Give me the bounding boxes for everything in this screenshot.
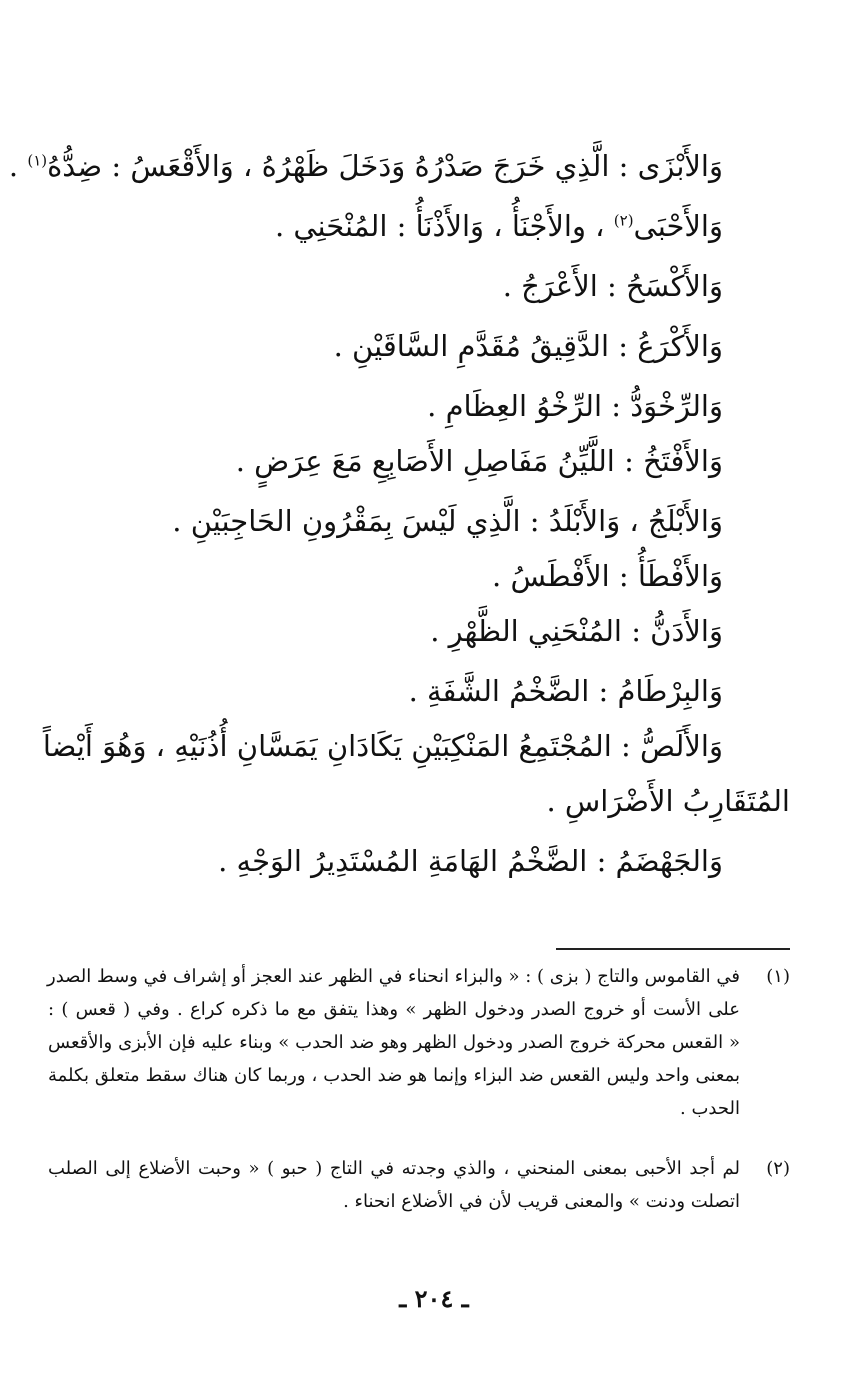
footnote-ref[interactable]: (١): [27, 151, 48, 170]
entry-text: وَالجَهْضَمُ : الضَّخْمُ الهَامَةِ المُسْتَدِيرُ الوَجْهِ .: [218, 844, 723, 878]
footnote-line: بمعنى واحد وليس القعس ضد البزاء وإنما هو ضد الحدب ، وربما كان هناك سقط متعلق بكلمة: [48, 1065, 740, 1086]
entry-alass-continued: [546, 781, 790, 821]
entry-ablaj: [172, 501, 723, 541]
entry-end: .: [8, 149, 28, 183]
entry-adann: [430, 611, 723, 651]
page-number: ـ ٢٠٤ ـ: [399, 1284, 469, 1313]
entry-text: وَالأَدَنُّ : المُنْحَنِي الظَّهْرِ .: [430, 614, 723, 648]
footnote-number: (١): [766, 966, 790, 987]
entry-text: وَالأَبْزَى : الَّذِي خَرَجَ صَدْرُهُ وَدَخَلَ ظَهْرُهُ ، وَالأَقْعَسُ : ضِدُّهُ: [47, 149, 723, 183]
entry-aftaa: [492, 556, 723, 596]
entry-text: وَالأَفْتَخُ : اللَّيِّنُ مَفَاصِلِ الأَصَابِعِ مَعَ عِرَضٍ .: [235, 444, 723, 478]
entry-birtam: [409, 671, 723, 711]
entry-text: وَالرِّخْوَدُّ : الرِّخْوُ العِظَامِ .: [427, 389, 723, 423]
footnote-body: [48, 1152, 740, 1218]
entry-text: المُتَقَارِبُ الأَضْرَاسِ .: [546, 784, 790, 818]
entry-abza: [9, 146, 723, 186]
footnote-ref[interactable]: (٢): [613, 211, 634, 230]
entry-aftakh: [236, 441, 723, 481]
entry-jahdam: [218, 841, 723, 881]
entry-rikhwadd: [427, 386, 723, 426]
entry-text: وَالأَكْسَحُ : الأَعْرَجُ .: [502, 269, 723, 303]
entry-text: وَالأَكْرَعُ : الدَّقِيقُ مُقَدَّمِ السَّاقَيْنِ .: [333, 329, 723, 363]
footnote-line: اتصلت ودنت » والمعنى قريب لأن في الأضلاع انحناء .: [343, 1191, 740, 1212]
footnote-line: على الأست أو خروج الصدر ودخول الظهر » وهذا يتفق مع ما ذكره كراع . وفي ( قعس ) :: [48, 999, 740, 1020]
entry-text: وَالأَحْبَى: [633, 209, 723, 243]
entry-alass: [42, 726, 723, 766]
entry-akra: [334, 326, 723, 366]
entry-text: وَالبِرْطَامُ : الضَّخْمُ الشَّفَةِ .: [408, 674, 723, 708]
entry-text: وَالأَبْلَجُ ، وَالأَبْلَدُ : الَّذِي لَيْسَ بِمَقْرُونِ الحَاجِبَيْنِ .: [172, 504, 723, 538]
entry-text: وَالأَلَصُّ : المُجْتَمِعُ المَنْكِبَيْنِ يَكَادَانِ يَمَسَّانِ أُذُنَيْهِ ، وَهُوَ أَيْضاً: [42, 729, 723, 763]
footnote-line: الحدب .: [680, 1098, 740, 1119]
entry-aksah: [503, 266, 723, 306]
entry-text: وَالأَفْطَأُ : الأَفْطَسُ .: [492, 559, 723, 593]
footnote-line: في القاموس والتاج ( بزى ) : « والبزاء انحناء في الظهر عند العجز أو إشراف في وسط الصدر: [47, 966, 740, 987]
footnote-number: (٢): [766, 1158, 790, 1179]
footnote-line: « القعس محركة خروج الصدر ودخول الظهر وهو ضد الحدب » وبناء عليه فإن الأبزى والأقعس: [48, 1032, 740, 1053]
footnote-body: [48, 960, 740, 1125]
footnote-separator: [556, 948, 790, 950]
entry-end: ، والأَجْنَأُ ، وَالأَذْنَأُ : المُنْحَنِي .: [274, 209, 614, 243]
footnote-line: لم أجد الأحبى بمعنى المنحني ، والذي وجدته في التاج ( حبو ) « وحبت الأضلاع إلى الصلب: [48, 1158, 740, 1179]
entry-ahba: [275, 206, 723, 246]
